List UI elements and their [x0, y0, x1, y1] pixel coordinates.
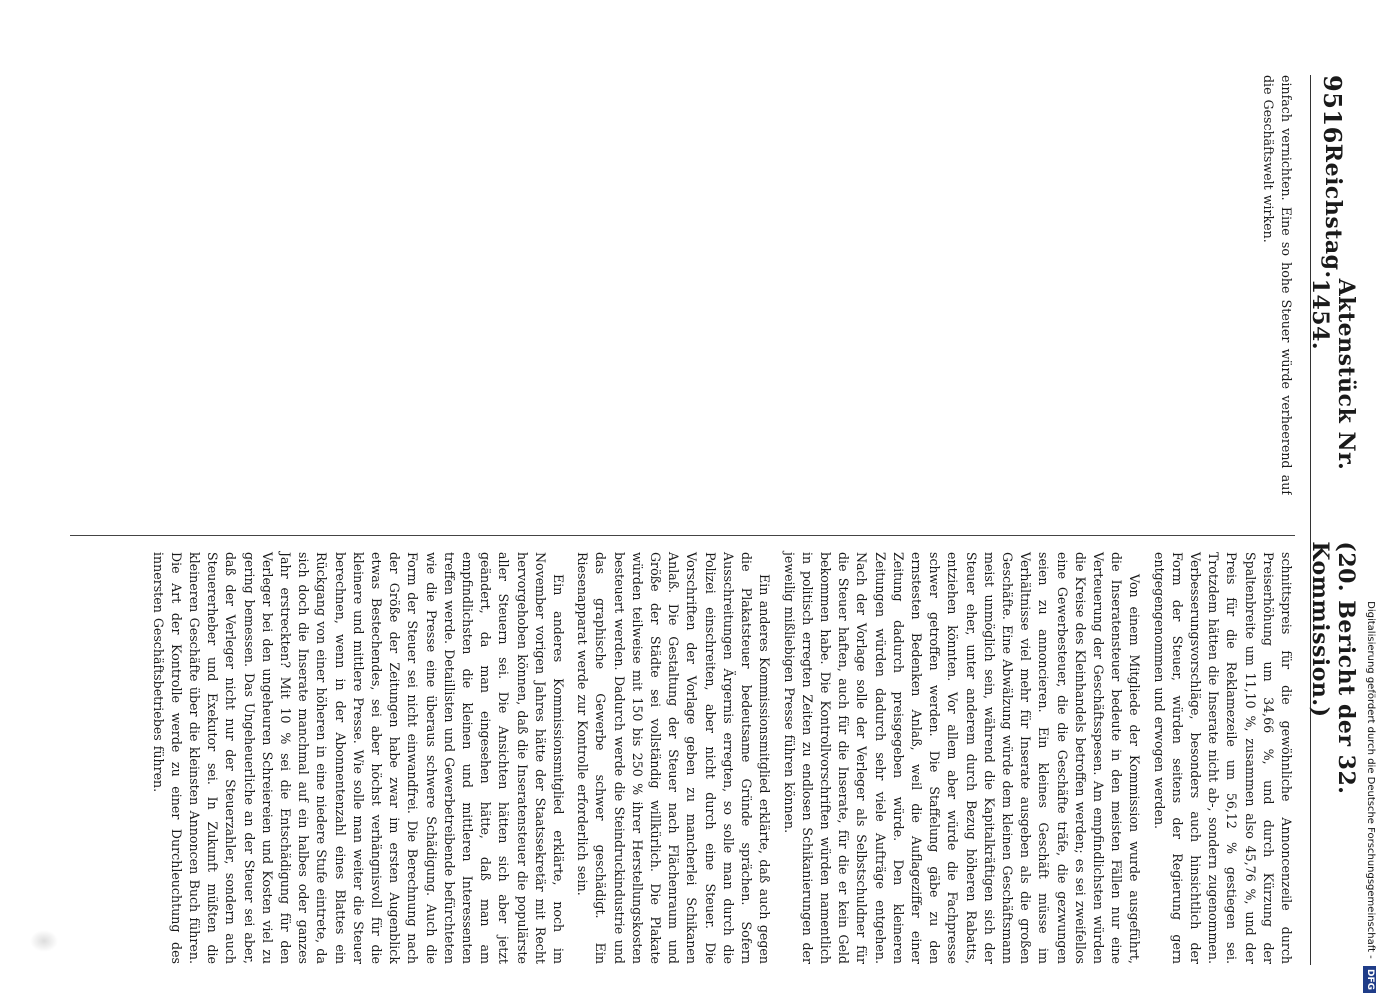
paragraph: einfach vernichten. Eine so hohe Steuer würde verheerend auf die Geschäftswelt wirken. — [1260, 75, 1294, 495]
header-left: Reichstag. — [1320, 143, 1346, 279]
page-content — [70, 75, 1359, 965]
sidebar-text — [1361, 8, 1379, 993]
digitization-sidebar — [1361, 8, 1379, 993]
dfg-logo-icon: DFG — [1363, 966, 1376, 993]
paragraph: Von einem Mitgliede der Kommission wurde ausgeführt, die Inseratensteuer bedeute in den meisten Fällen nur eine Verteuerung der Geschäftsspesen. Am empfindlichsten würden die Kreise des Kleinhandels betroffen werden; es sei zweifellos eine Gewerbesteuer, die die Geschäfte träfe, die gezwungen seien zu annoncieren. Ein kleines Geschäft müsse im Verhältnisse viel mehr für Inserate ausgeben als die großen Geschäfte. Eine Abwälzung würde dem kleinen Geschäftsmann meist unmöglich sein, während die Kapitalkräftigen sich der Steuer eher, unter anderem durch Bezug höheren Rabatts, entziehen könnten. Vor allem aber würde die Fachpresse schwer getroffen werden. Die Staffelung gäbe zu den ernstesten Bedenken Anlaß, weil die Auflageziffer einer Zeitung dadurch preisgegeben würde. Den kleineren Zeitungen würden dadurch sehr viele Aufträge entgehen. Nach der Vorlage solle der Verleger als Selbstschuldner für die Steuer haften, auch für die Inserate, für die er kein Geld bekommen habe. Die Kontrollvorschriften würden namentlich in politisch erregten Zeiten zu endlosen Schikanierungen der jeweilig mißliebigen Presse führen können. — [781, 552, 1143, 964]
paragraph: Ein anderes Kommissionsmitglied erklärte, daß auch gegen die Plakatsteuer bedeutsame Gründe sprächen. Sofern Ausschreitungen Ärgernis erregten, so solle man durch die Polizei einschreiten, aber nicht durch eine Steuer. Die Vorschriften der Vorlage geben zu mancherlei Schikanen Anlaß. Die Gestaltung der Steuer nach Flächenraum und Größe der Städte sei vollständig willkürlich. Die Plakate würden teilweise mit 150 bis 250 % ihrer Herstellungskosten besteuert werden. Dadurch werde die Steindruckindustrie und das graphische Gewerbe schwer geschädigt. Ein Riesenapparat werde zur Kontrolle erforderlich sein. — [575, 552, 773, 964]
header-center: Aktenstück Nr. 1454. — [1307, 278, 1359, 471]
right-column — [70, 535, 1295, 964]
page-number: 9516 — [1318, 75, 1348, 144]
rotated-page — [70, 75, 1359, 965]
text-columns — [70, 75, 1295, 965]
scan-smudge — [30, 930, 58, 952]
page-header — [1307, 75, 1359, 965]
paragraph: schnittspreis für die gewöhnliche Annoncenzeile durch Preiserhöhung um 34,66 %, und durch Kürzung der Spaltenbreite um 11,10 %, zusammen also 45,76 %, und der Preis für die Reklamezeile um 56,12 % gestiegen sei. Trotzdem hätten die Inserate nicht ab-, sondern zugenommen. Verbesserungsvorschläge, besonders auch hinsichtlich der Form der Steuer, würden seitens der Regierung gern entgegengenommen und erwogen werden. — [1151, 552, 1294, 964]
left-column — [70, 75, 1295, 495]
paragraph: Ein anderes Kommissionsmitglied erklärte, noch im November vorigen Jahres hätte der Staatssekretär mit Recht hervorgehoben können, daß die Inseratensteuer die populärste aller Steuern sei. Die Ansichten hätten sich aber jetzt geändert, da man eingesehen hätte, daß man am empfindlichsten die kleinen und mittleren Interessenten treffen werde. Detaillisten und Gewerbetreibende befürchteten wie die Presse eine überaus schwere Schädigung. Auch die Form der Steuer sei nicht einwandfrei. Die Berechnung nach der Größe der Zeitungen habe zwar im ersten Augenblick etwas Bestechendes, sei aber höchst verhängnisvoll für die kleinere und mittlere Presse. Wie solle man weiter die Steuer berechnen, wenn in der Abonnentenzahl eines Blattes ein Rückgang von einer höheren in eine niedere Stufe eintrete, da sich doch die Inserate manchmal auf ein halbes oder ganzes Jahr erstreckten? Mit 10 % sei die Entschädigung für den Verleger bei den ungeheuren Schreiereien und Kosten viel zu gering bemessen. Das Ungeheuerliche an der Steuer sei aber, daß der Verleger nicht nur der Steuerzahler, sondern auch Steuererheber und Exekutor sei. In Zukunft müßten die kleineren Geschäfte über die kleinsten Annoncen Buch führen. Die Art der Kontrolle werde zu einer Durchleuchtung des innersten Geschäftsbetriebes führen. — [150, 552, 567, 964]
dfg-credit: Digitalisierung gefördert durch die Deutsche Forschungsgemeinschaft - — [1365, 601, 1376, 959]
header-right: (20. Bericht der 32. Kommission.) — [1307, 541, 1359, 795]
